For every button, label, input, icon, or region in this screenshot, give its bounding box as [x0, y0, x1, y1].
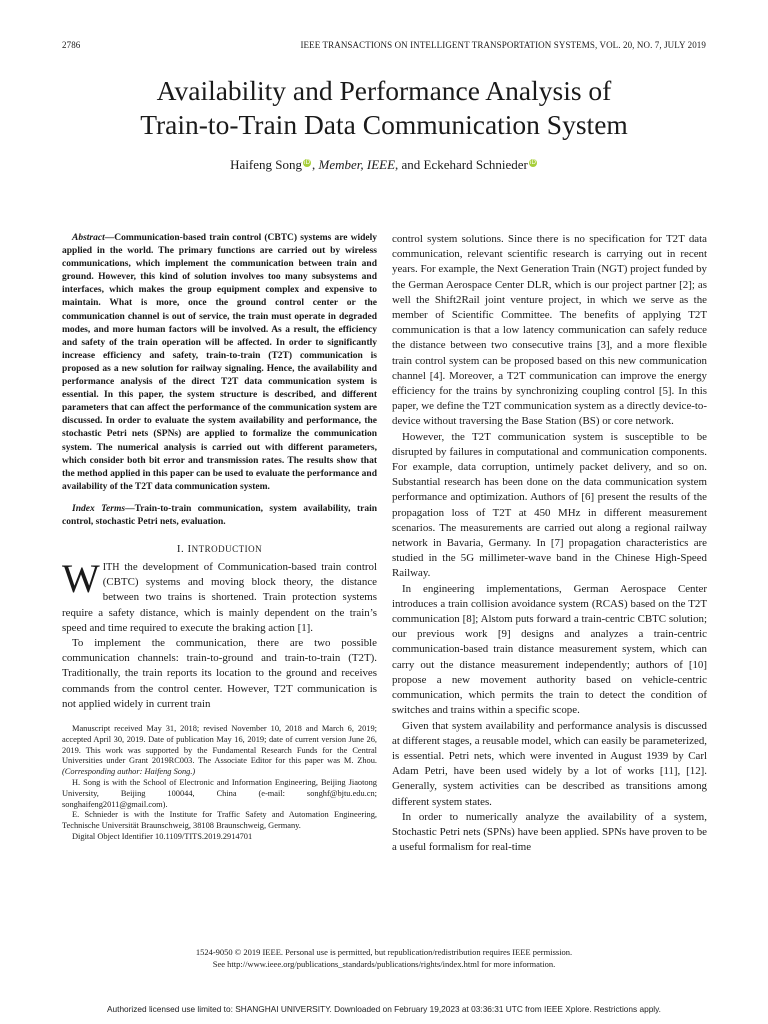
author-sep-1: , — [311, 157, 319, 172]
journal-header: IEEE TRANSACTIONS ON INTELLIGENT TRANSPORTATION SYSTEMS, VOL. 20, NO. 7, JULY 2019 — [300, 40, 706, 50]
section-heading-introduction — [62, 542, 377, 557]
footnote-manuscript — [62, 724, 377, 778]
body-paragraph-5: In order to numerically analyze the availability of a system, Stochastic Petri nets (SPNs) have been applied. SPNs have proven to be a useful formalism for real-time — [392, 810, 707, 854]
title-line-1: Availability and Performance Analysis of — [156, 75, 612, 106]
abstract-dash: — — [104, 233, 115, 243]
index-terms — [62, 503, 377, 529]
body-paragraph-2: However, the T2T communication system is susceptible to be disrupted by failures in computational and communication components. For example, data corruption, untimely packet delivery, and so on. Substantial research has been done on the data communication system performance and optimization. Authors of [6] present the results of the propagation loss of T2T at 450 MHz in different measurement scenarios. The measurements are carried out along a regional railway network in Bavaria, Germany. In [7] propagation characteristics are studied in the 5G millimeter-wave band in the Chinese High-Speed Railway. — [392, 430, 707, 580]
orcid-icon[interactable]: iD — [303, 158, 311, 166]
abstract — [62, 232, 377, 494]
abstract-text: Communication-based train control (CBTC) systems are widely applied in the world. The primary functions are carried out by wireless communications, which implement the communication between train and ground. However, this kind of solution involves too many subsystems and interfaces, which makes the group equipment complex and expensive to maintain. What is more, once the ground control center or the communication channel is out of service, the train must operate in degraded modes, and more human factors will be involved. As a result, the efficiency and safety of the train operation will be affected. In order to significantly increase efficiency and safety, train-to-train (T2T) communication is proposed as a new solution for railway signaling. Hence, the availability and performance analysis of the direct T2T data communication system is essential. In this paper, the system structure is described, and different parameters that can affect the performance of the communication system are discussed. In order to evaluate the system availability and performance, the stochastic Petri nets (SPNs) are applied to formalize the communication system. The numerical analysis is carried out with different parameters, which consider both bit error and transmission rates. The results show that the method applied in this paper can be used to evaluate the performance and availability of the T2T data communication system. — [62, 233, 377, 492]
running-head — [62, 38, 706, 52]
body-paragraph-4: Given that system availability and performance analysis is discussed at different stages, a reusable model, which can easily be parameterized, is essential. Petri nets, which were invented in August 1939 by Carl Adam Petri, have been used widely by a lot of works [11], [12]. Generally, system activities can be described as transitions among different system states. — [392, 719, 707, 808]
index-terms-dash: — — [125, 503, 135, 514]
section-initial: I — [187, 543, 192, 556]
page-number: 2786 — [62, 40, 81, 50]
body-paragraph-3: In engineering implementations, German Aerospace Center introduces a train collision avoidance system (RCAS) based on the T2T communication [8]; Alstom puts forward a train-centric CBTC solution; our previous work [9] designs and analyzes a train-centric communication-based train distance measurement system, which can carry out the distance measurement independently; authors of [10] propose a new movement authority based on vehicle-centric communication, which permits the train to detect the condition of switches and trains within a specific scope. — [392, 582, 707, 717]
footnote-manuscript-text: Manuscript received May 31, 2018; revised November 10, 2018 and March 6, 2019; accepted April 30, 2019. Date of publication May 16, 2019; date of current version June 26, 2019. This work was supported by the Fundamental Research Funds for the Central Universities under Grant 2019RC003. The Associate Editor for this paper was M. Zhou. — [62, 724, 377, 766]
drop-cap: W — [62, 556, 100, 602]
copyright-notice — [62, 947, 706, 970]
body-paragraph-1: control system solutions. Since there is no specification for T2T data communication, relevant scientific research is carrying out in recent years. For example, the Next Generation Train (NGT) project funded by the German Aerospace Center DLR, which is our project partner [2]; as well the Shift2Rail joint venture project, in which we serve as the member of Scientific Committee. The benefits of applying T2T communication is that a low latency communication can safely reduce the distance between two consecutive trains [3], and a more flexible train control system can be proposed based on this new communication channel [4]. Moreover, a T2T communication can improve the energy efficiency for the trains by synchronizing coupling control [5]. In this paper, we define the T2T communication system as a directly device-to-device without traversing the Base Station (BS) or core network. — [392, 233, 707, 428]
footnote-author-1: H. Song is with the School of Electronic and Information Engineering, Beijing Jiaotong University, Beijing 100044, China (e-mail: songhf@bjtu.edu.cn; songhaifeng2011@gmail.com). — [62, 778, 377, 809]
copyright-line-2: See http://www.ieee.org/publications_standards/publications/rights/index.html for more information. — [212, 958, 556, 969]
download-notice: Authorized licensed use limited to: SHANGHAI UNIVERSITY. Downloaded on February 19,2023 at 03:36:31 UTC from IEEE Xplore. Restrictions apply. — [106, 1004, 661, 1014]
first-word: ITH — [102, 562, 120, 574]
section-rest: NTRODUCTION — [191, 544, 263, 555]
author-2: , and Eckehard Schnieder — [395, 157, 528, 172]
intro-paragraph-2: To implement the communication, there are two possible communication channels: train-to-ground and train-to-train (T2T). Traditionally, the train reports its location to the ground and receives commands from the control center. However, T2T communication is not applied widely in current train — [62, 637, 377, 710]
title-line-2: Train-to-Train Data Communication System — [140, 109, 628, 140]
left-column — [62, 232, 377, 843]
footnotes — [62, 724, 377, 843]
paper-title — [40, 74, 728, 142]
author-1: Haifeng Song — [230, 157, 302, 172]
section-numeral: I. — [176, 543, 188, 556]
footnote-author-2: E. Schnieder is with the Institute for Traffic Safety and Automation Engineering, Technische Universität Braunschweig, 38108 Braunschweig, Germany. — [62, 810, 377, 831]
orcid-icon[interactable]: iD — [529, 158, 536, 166]
right-column — [392, 232, 707, 855]
index-terms-label: Index Terms — [72, 503, 126, 514]
abstract-label: Abstract — [72, 233, 105, 243]
author-membership: Member, IEEE — [318, 157, 396, 172]
author-line — [40, 156, 728, 174]
footnote-doi: Digital Object Identifier 10.1109/TITS.2019.2914701 — [72, 832, 253, 842]
footnote-corresponding: (Corresponding author: Haifeng Song.) — [62, 767, 196, 777]
index-terms-text: Train-to-train communication, system availability, train control, stochastic Petri nets, evaluation. — [62, 503, 377, 527]
copyright-line-1: 1524-9050 © 2019 IEEE. Personal use is permitted, but republication/redistribution requires IEEE permission. — [195, 947, 573, 957]
intro-p1-text: the development of Communication-based train control (CBTC) systems and moving block theory, the distance between two trains is shortened. Train protection systems require a safety distance, which is mainly dependent on the train’s speed and time required to execute the braking action [1]. — [62, 561, 377, 634]
intro-paragraph-1 — [62, 556, 377, 636]
